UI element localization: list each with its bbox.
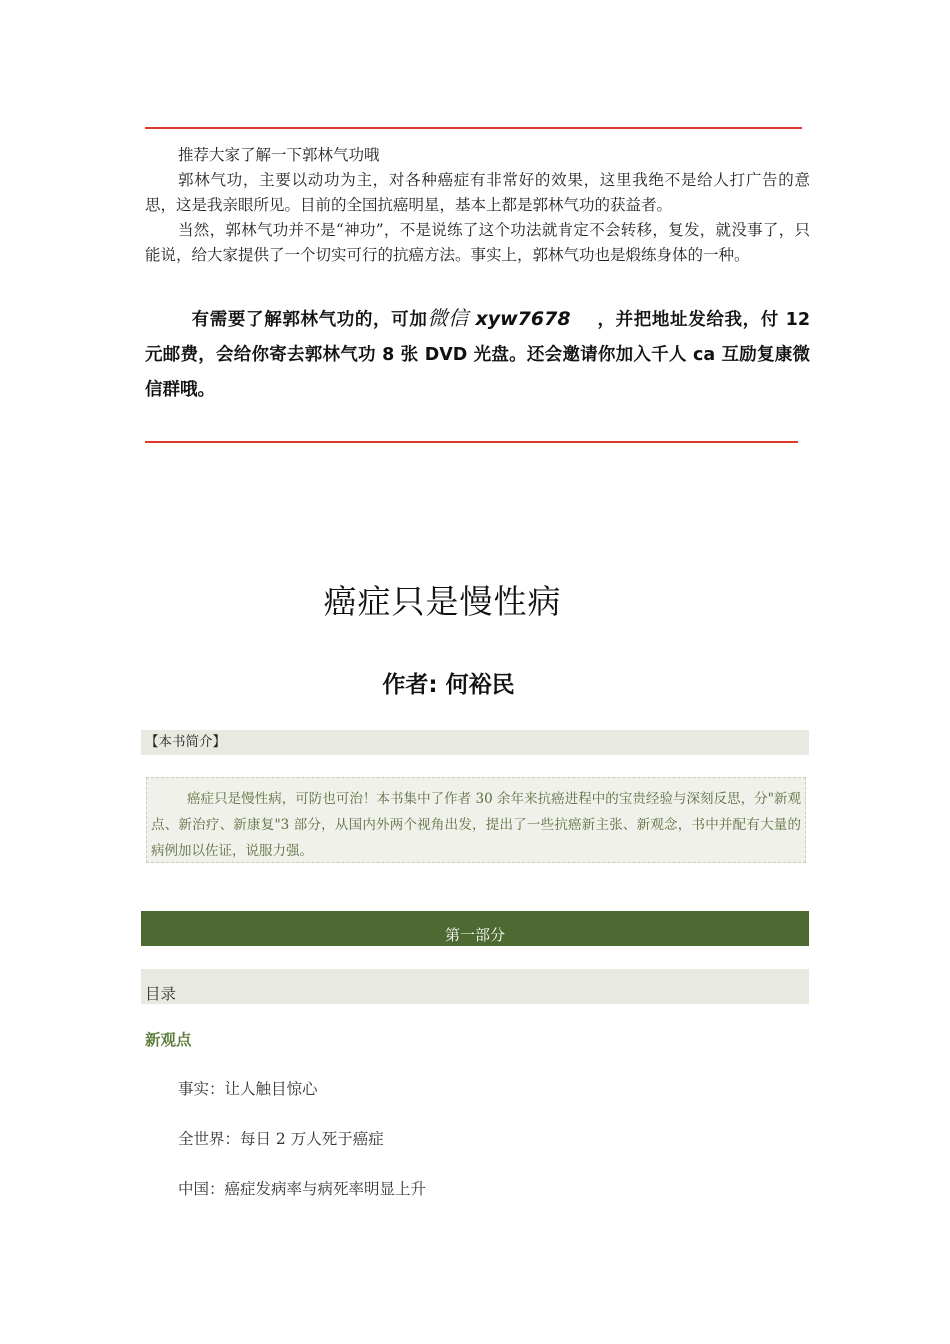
intro-paragraph: 推荐大家了解一下郭林气功哦 xyxy=(178,146,380,164)
book-summary-box xyxy=(146,777,806,863)
intro-block xyxy=(145,143,810,268)
toc-item[interactable]: 中国：癌症发病率与病死率明显上升 xyxy=(178,1180,427,1198)
wechat-label: 微信 xyxy=(427,306,469,330)
book-intro-header: 【本书简介】 xyxy=(141,730,809,755)
promo-text-before: 有需要了解郭林气功的，可加 xyxy=(191,310,428,330)
bottom-red-divider xyxy=(145,441,798,443)
promo-paragraph xyxy=(145,301,810,408)
book-author: 作者: 何裕民 xyxy=(382,672,515,698)
book-title: 癌症只是慢性病 xyxy=(323,582,562,621)
intro-paragraph: 当然，郭林气功并不是“神功”，不是说练了这个功法就肯定不会转移，复发，就没事了，只能说，给大家提供了一个切实可行的抗癌方法。事实上，郭林气功也是煅练身体的一种。 xyxy=(145,221,810,264)
top-red-divider xyxy=(145,127,802,129)
intro-paragraph: 郭林气功，主要以动功为主，对各种癌症有非常好的效果，这里我绝不是给人打广告的意思，这是我亲眼所见。目前的全国抗癌明星，基本上都是郭林气功的获益者。 xyxy=(145,171,810,214)
toc-item[interactable]: 全世界：每日 2 万人死于癌症 xyxy=(178,1130,384,1148)
part-one-bar: 第一部分 xyxy=(141,911,809,946)
promo-text-after: ，并把地址发给我，付 12 元邮费，会给你寄去郭林气功 8 张 DVD 光盘。还会邀请你加入千人 ca 互励复康微信群哦。 xyxy=(145,310,810,400)
toc-item[interactable]: 事实：让人触目惊心 xyxy=(178,1080,318,1098)
toc-section-title: 新观点 xyxy=(145,1031,192,1049)
wechat-id: xyw7678 xyxy=(475,308,571,330)
toc-header: 目录 xyxy=(141,969,809,1004)
book-summary-text: 癌症只是慢性病，可防也可治！本书集中了作者 30 余年来抗癌进程中的宝贵经验与深刻反思，分"新观点、新治疗、新康复"3 部分，从国内外两个视角出发，提出了一些抗癌新主张、新观念，书中并配有大量的病例加以佐证，说服力强。 xyxy=(151,791,801,859)
